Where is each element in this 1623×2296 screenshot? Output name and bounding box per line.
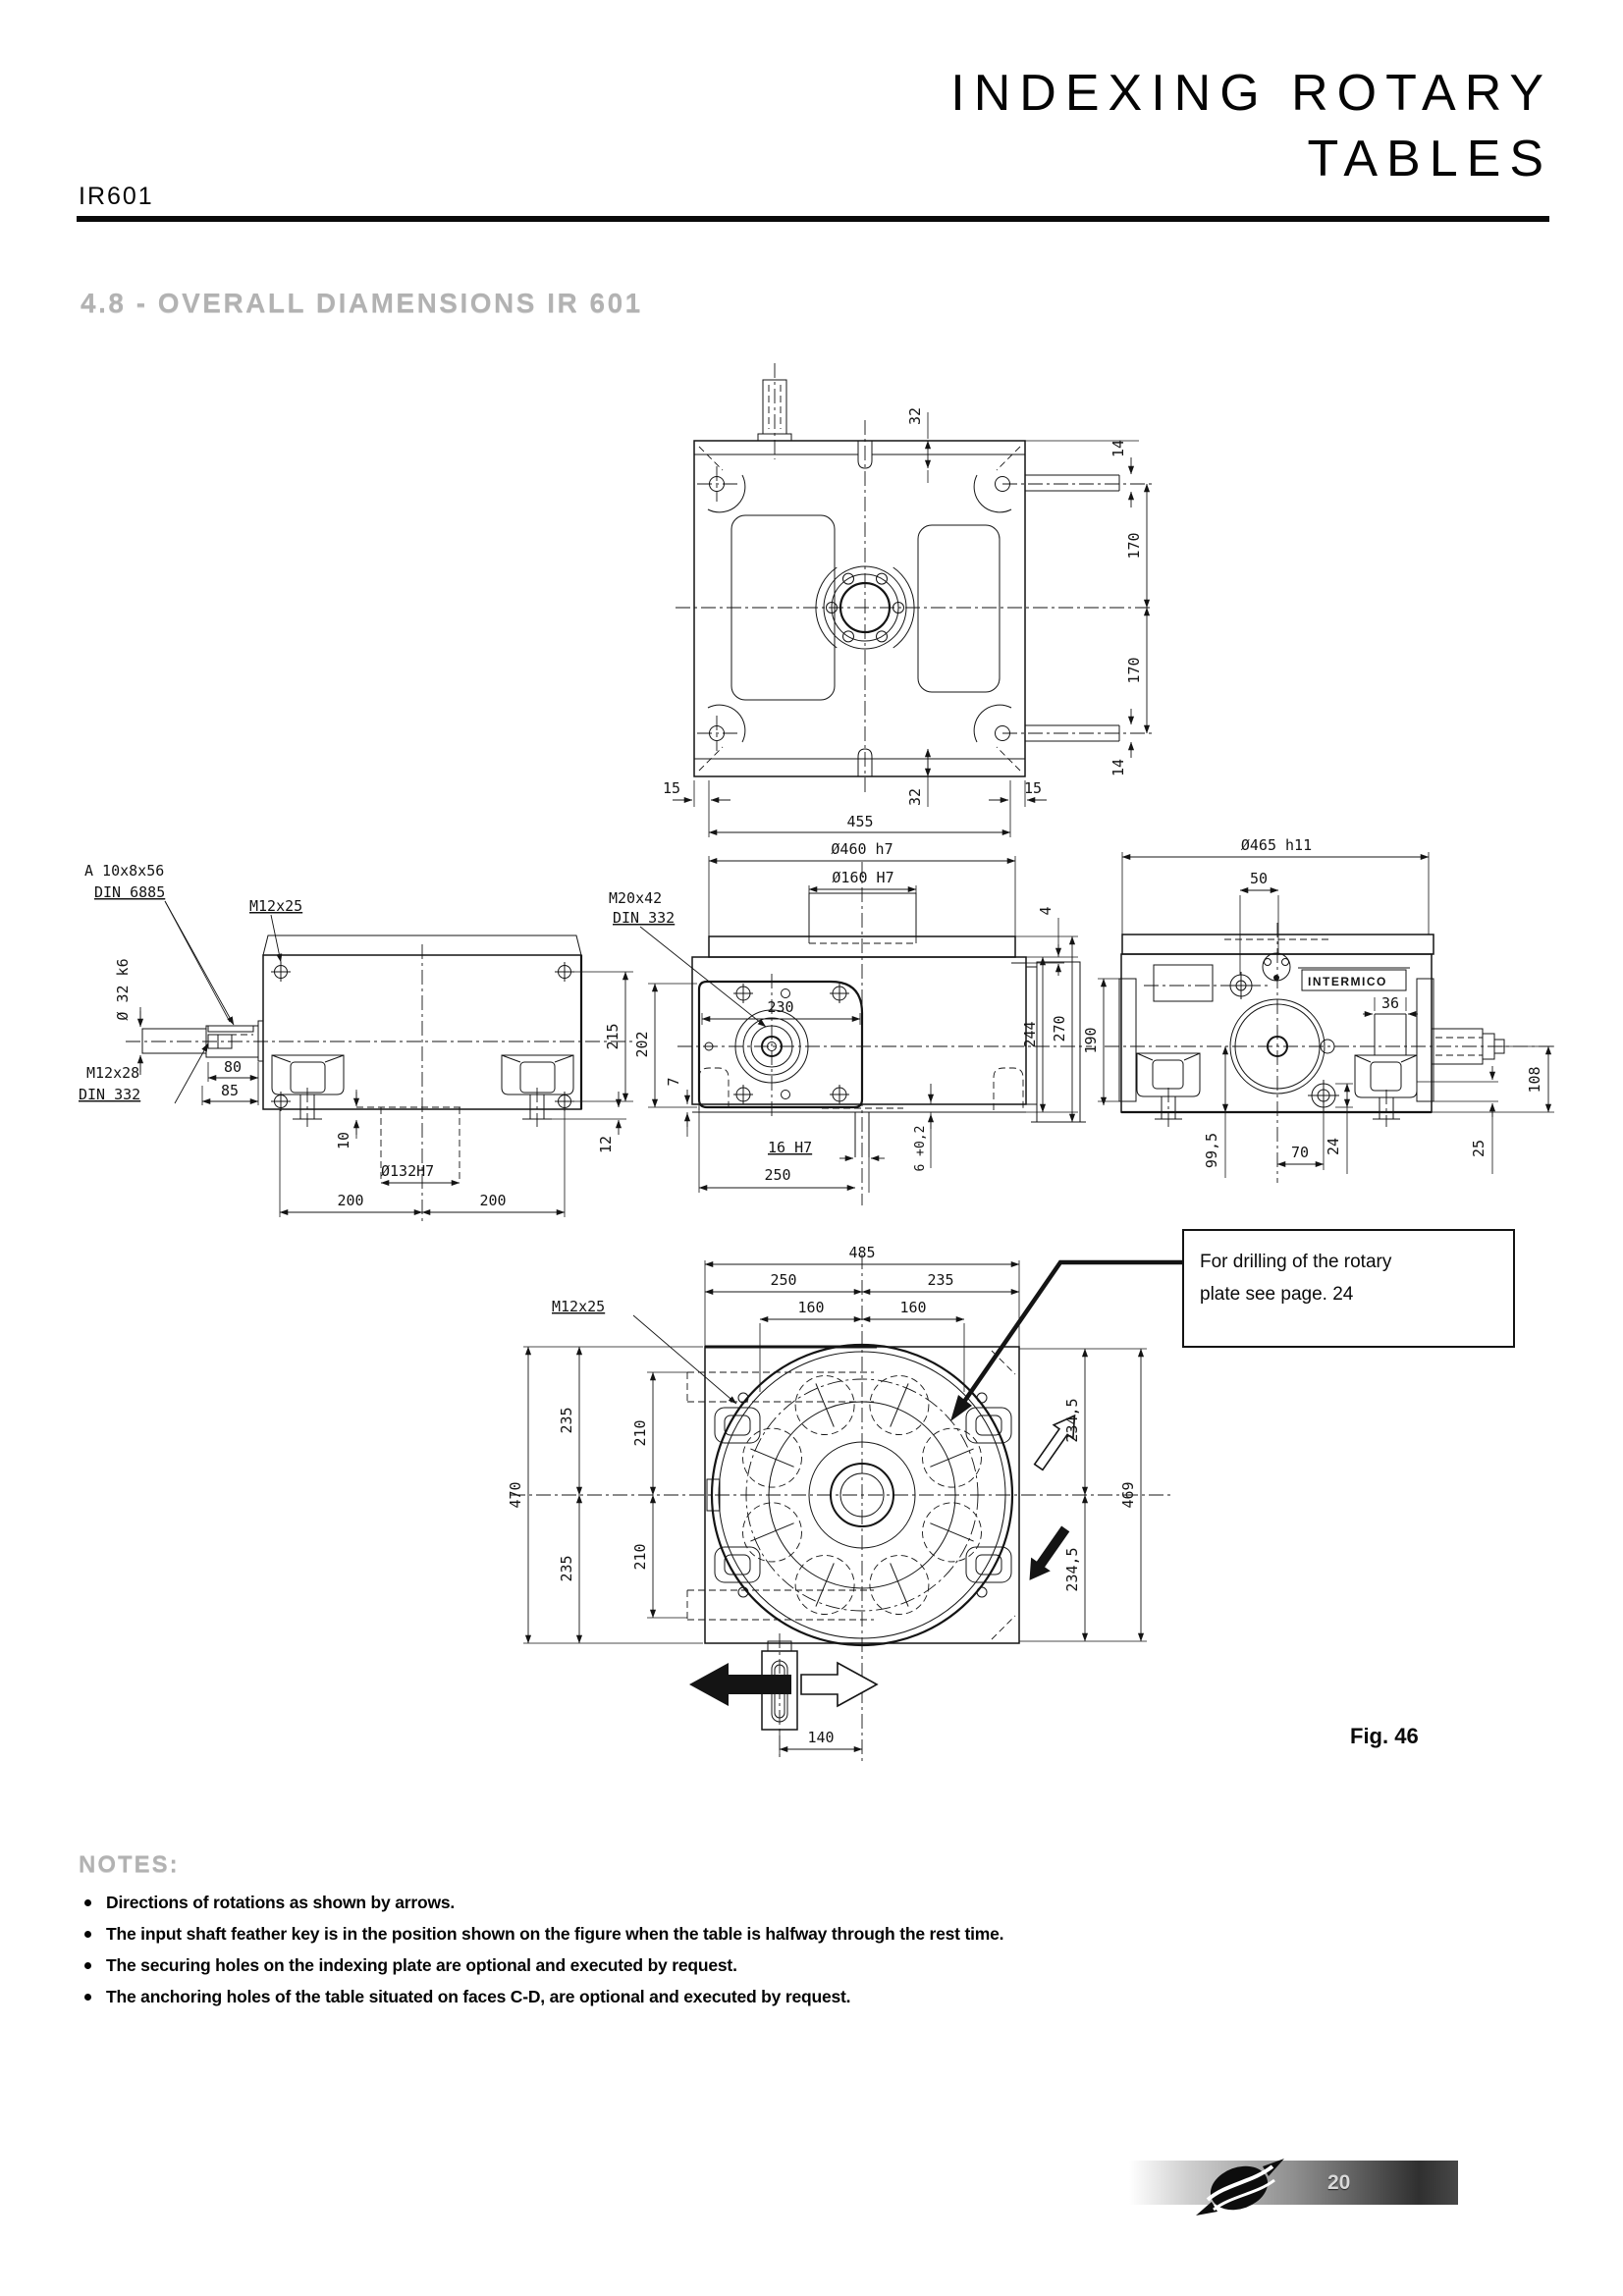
face-screws — [271, 962, 574, 1111]
label-shaft-diameter: Ø 32 k6 — [114, 958, 132, 1021]
dim-24: 24 — [1325, 1137, 1342, 1156]
front-view — [79, 862, 766, 1225]
dim-36: 36 — [1380, 994, 1400, 1012]
dim-25: 25 — [1470, 1139, 1488, 1158]
plan-view — [507, 1244, 1173, 1762]
side-view — [633, 840, 1092, 1205]
dim-234-5-bottom: 234,5 — [1063, 1547, 1081, 1592]
dim-210-bottom: 210 — [631, 1543, 649, 1571]
rear-view-geometry — [1119, 934, 1504, 1119]
top-view-dimensions — [663, 407, 1147, 837]
dim-235-plan: 235 — [927, 1271, 954, 1289]
dim-12: 12 — [597, 1135, 615, 1154]
notes-list — [79, 1893, 1473, 2007]
dim-202: 202 — [633, 1031, 651, 1058]
dim-108: 108 — [1526, 1066, 1543, 1094]
intermico-logo-plate — [1298, 968, 1410, 990]
label-m12x25-plan: M12x25 — [552, 1298, 606, 1315]
footer-bar — [1129, 2161, 1458, 2205]
note-item: The securing holes on the indexing plate are optional and executed by request. — [79, 1955, 1473, 1976]
note-item: Directions of rotations as shown by arrows. — [79, 1893, 1473, 1913]
page-title — [950, 61, 1552, 191]
dim-85: 85 — [220, 1082, 240, 1099]
callout-leader — [957, 1262, 1183, 1412]
logo-text: INTERMICO — [1308, 975, 1387, 988]
dim-4: 4 — [1037, 906, 1055, 916]
direction-arrows — [689, 1409, 1084, 1706]
dim-160-right: 160 — [899, 1299, 927, 1316]
dim-230: 230 — [767, 998, 794, 1016]
page-number: 20 — [1327, 2171, 1351, 2194]
dim-160-left: 160 — [797, 1299, 825, 1316]
title-line-1: INDEXING ROTARY — [950, 65, 1552, 122]
dim-470: 470 — [507, 1481, 524, 1509]
dim-190: 190 — [1082, 1027, 1100, 1054]
figure-label: Fig. 46 — [1350, 1724, 1419, 1748]
dim-455: 455 — [846, 813, 874, 830]
notes-section — [79, 1851, 1473, 2018]
notes-heading: NOTES: — [79, 1851, 180, 1878]
dim-200-left: 200 — [337, 1192, 364, 1209]
dim-235-bottom: 235 — [558, 1555, 575, 1582]
label-m20x42: M20x42 — [609, 889, 663, 907]
label-m20x42-std: DIN 332 — [613, 909, 676, 927]
top-view — [663, 363, 1155, 837]
dim-244: 244 — [1021, 1021, 1039, 1048]
dim-469: 469 — [1119, 1481, 1137, 1509]
dim-70: 70 — [1290, 1144, 1310, 1161]
section-heading: 4.8 - OVERALL DIAMENSIONS IR 601 — [81, 288, 643, 318]
dim-170-lower: 170 — [1125, 657, 1143, 684]
note-item: The input shaft feather key is in the position shown on the figure when the table is halfway through the rest time. — [79, 1924, 1473, 1945]
table-shift-right-arrow-icon — [801, 1663, 877, 1706]
dim-keyway-16h7: 16 H7 — [768, 1139, 813, 1156]
dim-14-bottom: 14 — [1109, 758, 1127, 777]
dim-recess-160: Ø160 H7 — [832, 869, 894, 886]
dim-140: 140 — [807, 1729, 835, 1746]
callout — [950, 1230, 1514, 1421]
dim-32-top: 32 — [906, 406, 924, 426]
label-feather-key: A 10x8x56 — [84, 862, 165, 880]
dim-7: 7 — [665, 1077, 682, 1087]
label-feather-key-std: DIN 6885 — [94, 883, 166, 901]
dim-15-left: 15 — [662, 779, 681, 797]
model-code: IR601 — [79, 183, 154, 210]
dim-15-right: 15 — [1023, 779, 1043, 797]
dim-170-upper: 170 — [1125, 532, 1143, 560]
dim-215: 215 — [604, 1023, 622, 1050]
dim-bore-132: Ø132H7 — [381, 1162, 435, 1180]
callout-line2: plate see page. 24 — [1200, 1284, 1354, 1305]
dim-50: 50 — [1249, 870, 1269, 887]
title-line-2: TABLES — [1307, 130, 1552, 187]
dim-plate-460: Ø460 h7 — [831, 840, 893, 858]
label-m12x28: M12x28 — [86, 1064, 140, 1082]
dim-80: 80 — [223, 1058, 243, 1076]
table-shift-left-arrow-icon — [689, 1663, 791, 1706]
dim-99-5: 99,5 — [1203, 1132, 1220, 1169]
dim-234-5-top: 234,5 — [1063, 1398, 1081, 1443]
rear-view-dimensions — [1082, 836, 1554, 1178]
dim-200-right: 200 — [479, 1192, 507, 1209]
dim-14-top: 14 — [1109, 439, 1127, 458]
dim-10: 10 — [335, 1131, 352, 1150]
dim-32-bottom: 32 — [906, 787, 924, 807]
label-m12x28-std: DIN 332 — [79, 1086, 141, 1103]
dim-6-tol: 6 +0,2 — [913, 1125, 928, 1172]
top-view-centerlines — [676, 363, 1155, 795]
callout-line1: For drilling of the rotary — [1200, 1252, 1392, 1272]
header-rule — [77, 216, 1549, 222]
label-m12x25: M12x25 — [249, 897, 303, 915]
rear-view — [1082, 836, 1556, 1183]
dim-250: 250 — [764, 1166, 791, 1184]
top-view-geometry — [694, 380, 1119, 776]
dim-485: 485 — [848, 1244, 876, 1261]
intermico-swirl-logo-icon — [1190, 2153, 1292, 2223]
front-view-geometry — [142, 935, 581, 1183]
note-item: The anchoring holes of the table situated on faces C-D, are optional and executed by request. — [79, 1987, 1473, 2007]
dim-235-top: 235 — [558, 1407, 575, 1434]
dim-210-top: 210 — [631, 1419, 649, 1447]
dim-250-plan: 250 — [770, 1271, 797, 1289]
dim-plate-465: Ø465 h11 — [1240, 836, 1313, 854]
dim-270: 270 — [1051, 1015, 1068, 1042]
corner-bolts — [699, 447, 1020, 771]
